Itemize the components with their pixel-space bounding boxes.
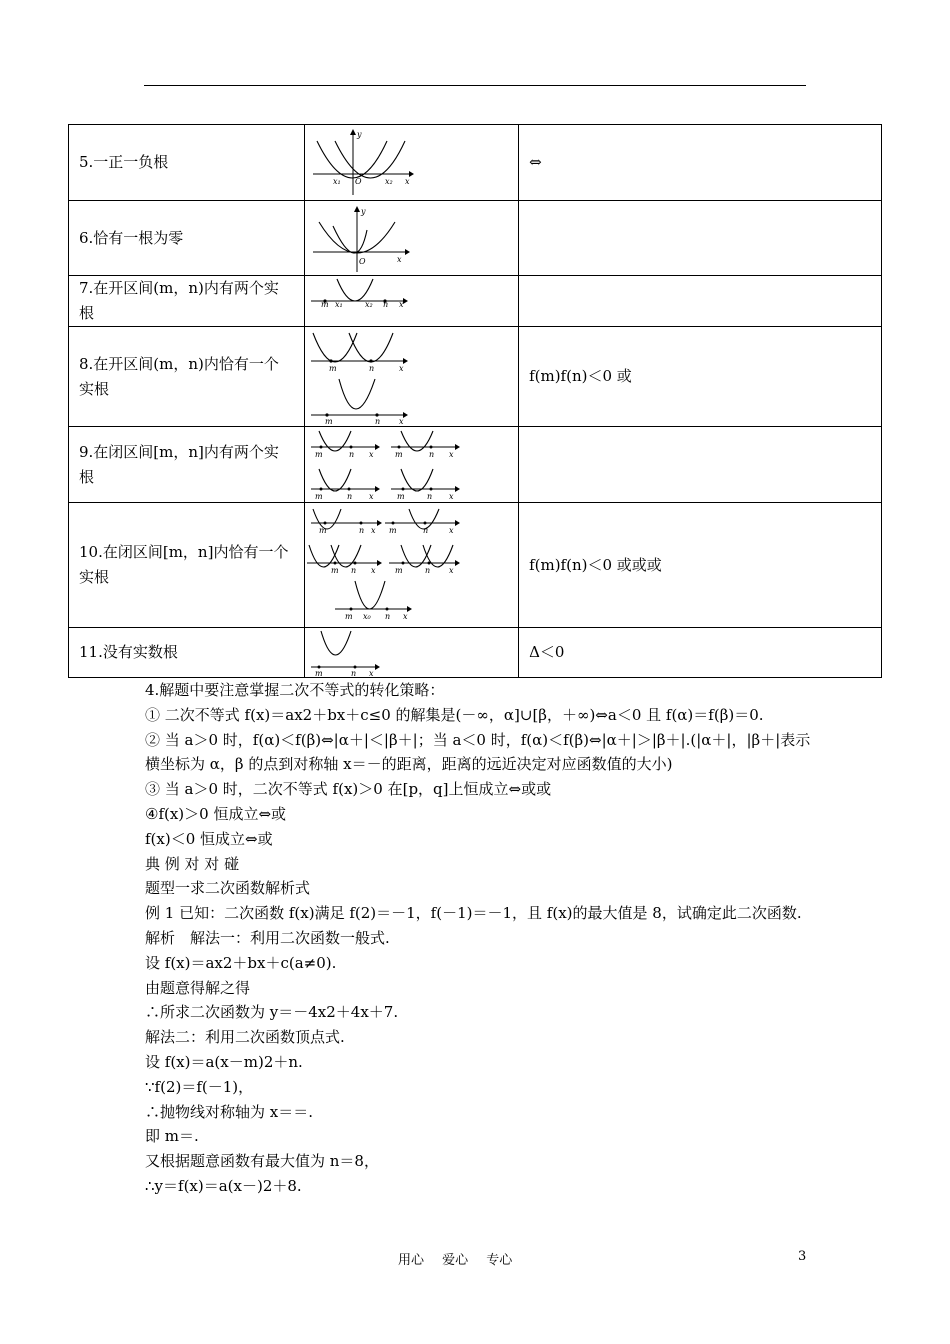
svg-text:n: n (422, 526, 428, 535)
header-rule (144, 85, 806, 86)
graph-cell (304, 427, 518, 503)
graph-cell (304, 125, 518, 201)
table-row (69, 427, 882, 503)
table-row (69, 327, 882, 427)
graph-cell (304, 327, 518, 427)
conditions-table (68, 124, 882, 678)
result-cell (519, 276, 882, 327)
condition-cell: 5.一正一负根 (69, 125, 305, 201)
svg-text:x: x (368, 491, 374, 501)
svg-text:n: n (384, 612, 390, 621)
text-line: 设 f(x)＝ax2＋bx＋c(a≠0). (145, 953, 337, 972)
parabola-graph-one-root-in-closed-interval (305, 505, 465, 625)
body-text (145, 678, 825, 1199)
svg-text:n: n (424, 566, 430, 575)
table-row (69, 276, 882, 327)
svg-text:x: x (448, 566, 454, 575)
svg-text:m: m (324, 416, 333, 425)
y-axis-label: y (356, 129, 362, 139)
condition-cell: 6.恰有一根为零 (69, 201, 305, 276)
result-cell (519, 427, 882, 503)
svg-text:n: n (428, 449, 434, 459)
svg-text:x₀: x₀ (362, 612, 371, 621)
text-line: 题型一求二次函数解析式 (145, 879, 311, 898)
text-line: 由题意得解之得 (145, 978, 251, 997)
svg-text:n: n (368, 363, 374, 373)
text-line: 4.解题中要注意掌握二次不等式的转化策略： (145, 681, 445, 699)
svg-text:x: x (402, 612, 408, 621)
text-line: ④f(x)＞0 恒成立⇔或 (145, 804, 287, 823)
x2-label: x₂ (384, 176, 393, 186)
svg-text:x: x (448, 449, 454, 459)
svg-text:x₁: x₁ (334, 300, 343, 309)
condition-cell: 9.在闭区间[m，n]内有两个实根 (69, 427, 305, 503)
svg-text:m: m (328, 363, 337, 373)
svg-text:n: n (358, 526, 364, 535)
text-line: ∵f(2)＝f(－1)， (145, 1077, 254, 1096)
result-cell (519, 201, 882, 276)
graph-cell (304, 201, 518, 276)
svg-text:m: m (330, 566, 339, 575)
svg-text:x: x (448, 526, 454, 535)
result-cell: ⇔ (519, 125, 882, 201)
svg-text:n: n (350, 566, 356, 575)
parabola-graph-one-root-in-open-interval (305, 329, 415, 425)
svg-text:x: x (448, 491, 454, 501)
svg-text:m: m (320, 300, 329, 309)
svg-text:m: m (394, 449, 403, 459)
parabola-graph-two-roots-in-closed-interval (305, 429, 465, 501)
svg-text:x: x (396, 255, 402, 264)
parabola-graph-two-roots-opposite-signs (305, 127, 415, 199)
x1-label: x₁ (332, 176, 341, 186)
svg-text:m: m (314, 491, 323, 501)
result-cell: Δ＜0 (519, 628, 882, 678)
text-line: ∴抛物线对称轴为 x＝＝. (145, 1102, 313, 1121)
condition-cell: 8.在开区间(m，n)内恰有一个实根 (69, 327, 305, 427)
svg-text:n: n (374, 416, 380, 425)
svg-text:n: n (350, 668, 356, 677)
text-line: 又根据题意函数有最大值为 n＝8， (145, 1152, 379, 1171)
text-line: 即 m＝. (145, 1127, 199, 1146)
svg-text:x₂: x₂ (364, 300, 373, 309)
table-row (69, 628, 882, 678)
svg-text:y: y (360, 207, 366, 216)
page-number: 3 (798, 1249, 807, 1264)
text-line: ∴y＝f(x)＝a(x－)2＋8. (145, 1176, 302, 1195)
condition-cell: 7.在开区间(m，n)内有两个实根 (69, 276, 305, 327)
graph-cell (304, 503, 518, 628)
text-line: 典 例 对 对 碰 (145, 854, 240, 873)
condition-cell: 11.没有实数根 (69, 628, 305, 678)
text-line: f(x)＜0 恒成立⇔或 (145, 829, 273, 848)
svg-text:m: m (396, 491, 405, 501)
svg-text:m: m (344, 612, 353, 621)
svg-text:n: n (426, 491, 432, 501)
svg-text:m: m (318, 526, 327, 535)
text-line: ② 当 a＞0 时，f(α)＜f(β)⇔|α＋|＜|β＋|；当 a＜0 时，f(α)＜f(β)⇔|α＋|＞|β＋|.(|α＋|，|β＋|表示横坐标为 α，β 的点到对称轴 x＝－的距离，距离的远近决定对应函数值的大小) (145, 730, 811, 774)
text-line: ③ 当 a＞0 时，二次不等式 f(x)＞0 在[p，q]上恒成立⇔或或 (145, 780, 552, 799)
parabola-graph-two-roots-in-open-interval (305, 277, 415, 325)
x-axis-label: x (404, 176, 410, 186)
result-cell: f(m)f(n)＜0 或 (519, 327, 882, 427)
svg-text:m: m (394, 566, 403, 575)
table-row (69, 201, 882, 276)
svg-text:n: n (382, 300, 388, 309)
parabola-graph-no-real-roots (305, 629, 415, 677)
text-line: 例 1 已知：二次函数 f(x)满足 f(2)＝－1，f(－1)＝－1，且 f(x)的最大值是 8，试确定此二次函数. (145, 904, 802, 923)
text-line: ① 二次不等式 f(x)＝ax2＋bx＋c≤0 的解集是(－∞，α]∪[β，＋∞)⇔a＜0 且 f(α)＝f(β)＝0. (145, 705, 764, 724)
svg-text:m: m (314, 668, 323, 677)
svg-text:x: x (398, 363, 404, 373)
parabola-graph-one-root-zero (305, 202, 415, 274)
svg-text:m: m (314, 449, 323, 459)
text-line: 设 f(x)＝a(x－m)2＋n. (145, 1052, 303, 1071)
footer-motto: 用心 爱心 专心 (398, 1253, 513, 1268)
graph-cell (304, 276, 518, 327)
table-row (69, 503, 882, 628)
svg-text:m: m (388, 526, 397, 535)
text-line: 解法二：利用二次函数顶点式. (145, 1028, 345, 1047)
svg-text:x: x (398, 416, 404, 425)
condition-cell: 10.在闭区间[m，n]内恰有一个实根 (69, 503, 305, 628)
svg-text:x: x (368, 449, 374, 459)
origin-label: O (354, 176, 362, 186)
text-line: ∴所求二次函数为 y＝－4x2＋4x＋7. (145, 1003, 399, 1022)
svg-text:O: O (358, 257, 366, 266)
graph-cell (304, 628, 518, 678)
text-line: 解析 解法一：利用二次函数一般式. (145, 928, 390, 947)
svg-text:n: n (348, 449, 354, 459)
svg-text:x: x (370, 566, 376, 575)
svg-text:n: n (346, 491, 352, 501)
table-row (69, 125, 882, 201)
result-cell: f(m)f(n)＜0 或或或 (519, 503, 882, 628)
svg-text:x: x (368, 668, 374, 677)
svg-text:x: x (370, 526, 376, 535)
svg-text:x: x (398, 300, 404, 309)
